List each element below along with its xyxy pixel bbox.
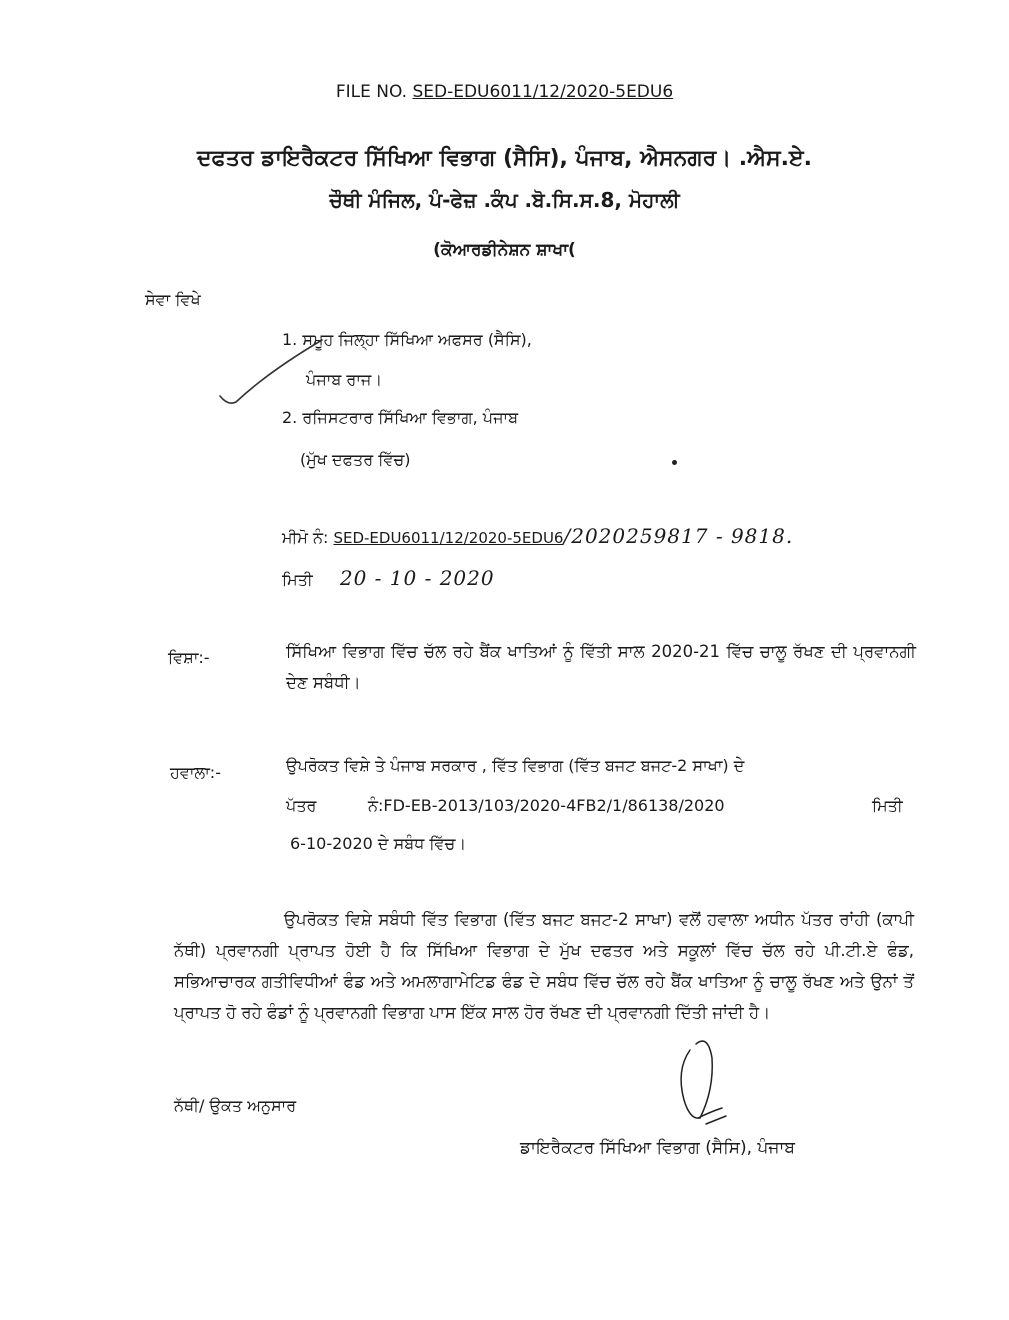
memo-date-label: ਮਿਤੀ (282, 570, 313, 589)
memo-handwritten-number: /2020259817 - 9818. (563, 524, 794, 548)
reference-line2-b: ਨੰ:FD-EB-2013/103/2020-4FB2/1/86138/2020 (368, 796, 725, 815)
branch-name: (ਕੋਆਰਡੀਨੇਸ਼ਨ ਸ਼ਾਖਾ( (433, 240, 576, 260)
memo-handwritten-date: 20 - 10 - 2020 (339, 566, 495, 590)
subject-text: ਸਿੱਖਿਆ ਵਿਭਾਗ ਵਿੱਚ ਚੱਲ ਰਹੇ ਬੈਂਕ ਖਾਤਿਆਂ ਨੂੰ ਵਿੱਤੀ ਸਾਲ 2020-21 ਵਿੱਚ ਚਾਲੂ ਰੱਖਣ ਦੀ ਪ੍ਰਵਾਨਗੀ ਦੇਣ ਸਬੰਧੀ। (286, 642, 916, 692)
addressee-2-line2: (ਮੁੱਖ ਦਫਤਰ ਵਿੱਚ) (300, 450, 411, 469)
body-paragraph: ਉਪਰੋਕਤ ਵਿਸ਼ੇ ਸਬੰਧੀ ਵਿੱਤ ਵਿਭਾਗ (ਵਿੱਤ ਬਜਟ ਬਜਟ-2 ਸਾਖਾ) ਵਲੋਂ ਹਵਾਲਾ ਅਧੀਨ ਪੱਤਰ ਰਾਂਹੀ (ਕਾਪੀ ਨੱਥੀ) ਪ੍ਰਵਾਨਗੀ ਪ੍ਰਾਪਤ ਹੋਈ ਹੈ ਕਿ ਸਿੱਖਿਆ ਵਿਭਾਗ ਦੇ ਮੁੱਖ ਦਫਤਰ ਅਤੇ ਸਕੂਲਾਂ ਵਿੱਚ ਚੱਲ ਰਹੇ ਪੀ.ਟੀ.ਏ ਫੰਡ, ਸਭਿਆਚਾਰਕ ਗਤੀਵਿਧੀਆਂ ਫੰਡ ਅਤੇ ਅਮਲਾਗਾਮੇਟਿਡ ਫੰਡ ਦੇ ਸਬੰਧ ਵਿੱਚ ਚੱਲ ਰਹੇ ਬੈਂਕ ਖਾਤਿਆ ਨੂੰ ਚਾਲੂ ਰੱਖਣ ਅਤੇ ਉਨਾਂ ਤੋਂ ਪ੍ਰਾਪਤ ਹੋ ਰਹੇ ਫੰਡਾਂ ਨੂੰ ਪ੍ਰਵਾਨਗੀ ਵਿਭਾਗ ਪਾਸ ਇੱਕ ਸਾਲ ਹੋਰ ਰੱਖਣ ਦੀ ਪ੍ਰਵਾਨਗੀ ਦਿੱਤੀ ਜਾਂਦੀ ਹੈ। (174, 910, 914, 1022)
reference-line2-a: ਪੱਤਰ (286, 796, 317, 815)
addressee-1-line2: ਪੰਜਾਬ ਰਾਜ। (306, 370, 383, 389)
subject-label: ਵਿਸ਼ਾ:- (168, 648, 210, 667)
addressee-1-line1: 1. ਸਮੂਹ ਜਿਲ੍ਹਾ ਸਿੱਖਿਆ ਅਫਸਰ (ਸੈਸਿ), (282, 330, 532, 349)
memo-label: ਮੀਮੋ ਨੰ: (282, 528, 329, 547)
file-number-label: FILE NO. (335, 82, 408, 102)
signatory-designation: ਡਾਇਰੈਕਟਰ ਸਿੱਖਿਆ ਵਿਭਾਗ (ਸੈਸਿ), ਪੰਜਾਬ (520, 1138, 795, 1158)
seva-vikhe: ਸੇਵਾ ਵਿਖੇ (145, 290, 201, 309)
reference-line2-c: ਮਿਤੀ (872, 796, 903, 815)
addressee-2-line1: 2. ਰਜਿਸਟਰਾਰ ਸਿੱਖਿਆ ਵਿਭਾਗ, ਪੰਜਾਬ (282, 408, 519, 427)
signature (681, 1041, 726, 1124)
office-address: ਚੌਥੀ ਮੰਜਿਲ, ਪੰ-ਫੇਜ਼ .ਕੰਪ .ਬੋ.ਸਿ.ਸ.8, ਮੋਹਾਲੀ (329, 188, 680, 212)
tick-mark (220, 340, 322, 403)
reference-line3: 6-10-2020 ਦੇ ਸਬੰਧ ਵਿੱਚ। (290, 834, 467, 853)
reference-label: ਹਵਾਲਾ:- (170, 763, 221, 782)
file-number-value: SED-EDU6011/12/2020-5EDU6 (412, 82, 674, 102)
enclosure-note: ਨੱਥੀ/ ਉਕਤ ਅਨੁਸਾਰ (174, 1096, 297, 1115)
office-title: ਦਫਤਰ ਡਾਇਰੈਕਟਰ ਸਿੱਖਿਆ ਵਿਭਾਗ (ਸੈਸਿ), ਪੰਜਾਬ, ਐਸਨਗਰ। .ਐਸ.ਏ. (196, 146, 813, 171)
memo-number: SED-EDU6011/12/2020-5EDU6 (333, 529, 564, 547)
reference-line1: ਉਪਰੋਕਤ ਵਿਸ਼ੇ ਤੇ ਪੰਜਾਬ ਸਰਕਾਰ , ਵਿੱਤ ਵਿਭਾਗ (ਵਿੱਤ ਬਜਟ ਬਜਟ-2 ਸਾਖਾ) ਦੇ (286, 756, 745, 775)
